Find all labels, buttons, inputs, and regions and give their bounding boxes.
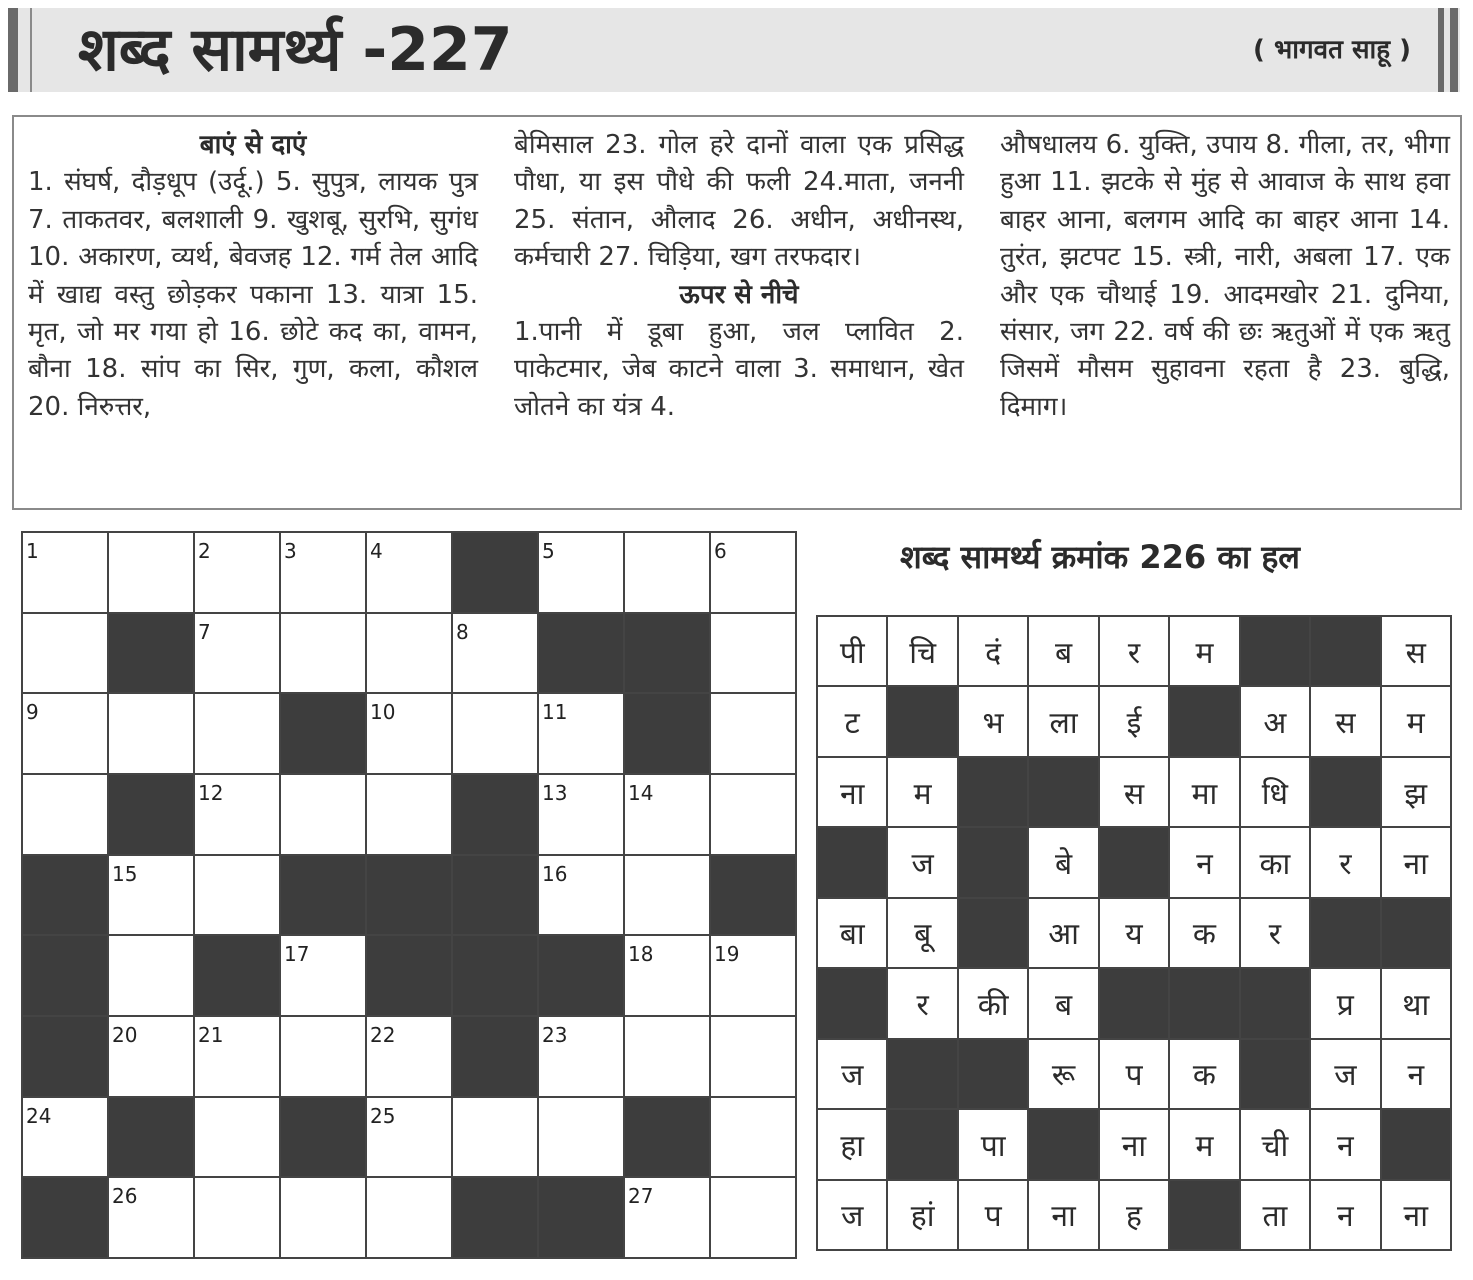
solution-cell: म	[1170, 1110, 1238, 1178]
solution-cell: ट	[818, 687, 886, 755]
grid-cell[interactable]	[109, 1017, 193, 1096]
solution-cell: बे	[1029, 828, 1097, 896]
solution-cell-black	[1241, 617, 1309, 685]
page-title: शब्द सामर्थ्य -227	[78, 15, 513, 85]
grid-cell-black	[23, 936, 107, 1015]
solution-cell-black	[1170, 969, 1238, 1037]
grid-cell[interactable]	[711, 1017, 795, 1096]
clue-number: 5	[542, 539, 555, 563]
grid-cell[interactable]	[625, 936, 709, 1015]
grid-cell[interactable]	[281, 614, 365, 693]
clue-number: 1	[26, 539, 39, 563]
grid-cell[interactable]	[367, 614, 451, 693]
grid-cell-black	[453, 1017, 537, 1096]
clue-number: 26	[112, 1184, 138, 1209]
crossword-grid	[21, 531, 797, 1259]
grid-cell[interactable]	[109, 694, 193, 773]
clue-number: 16	[542, 861, 568, 886]
clues-column-1	[28, 127, 478, 426]
solution-cell: ना	[1382, 1181, 1450, 1249]
grid-cell[interactable]	[23, 775, 107, 854]
solution-cell: दं	[959, 617, 1027, 685]
grid-cell[interactable]	[539, 775, 623, 854]
grid-cell[interactable]	[23, 1098, 107, 1177]
solution-cell: ला	[1029, 687, 1097, 755]
solution-cell: स	[1382, 617, 1450, 685]
solution-cell: र	[1241, 899, 1309, 967]
clue-number: 3	[284, 539, 297, 563]
solution-cell-black	[1382, 899, 1450, 967]
grid-cell-black	[195, 936, 279, 1015]
solution-cell: ब	[1029, 969, 1097, 1037]
solution-cell-black	[959, 828, 1027, 896]
solution-cell: ज	[1311, 1040, 1379, 1108]
grid-cell[interactable]	[711, 936, 795, 1015]
solution-cell: झ	[1382, 758, 1450, 826]
clue-number: 11	[542, 700, 568, 725]
grid-cell[interactable]	[109, 936, 193, 1015]
clue-number: 23	[542, 1022, 568, 1047]
solution-cell-black	[1029, 1110, 1097, 1178]
grid-cell[interactable]	[367, 694, 451, 773]
solution-cell: चि	[888, 617, 956, 685]
solution-cell: धि	[1241, 758, 1309, 826]
solution-cell: रू	[1029, 1040, 1097, 1108]
grid-cell[interactable]	[453, 694, 537, 773]
solution-cell: ना	[1100, 1110, 1168, 1178]
solution-cell-black	[818, 828, 886, 896]
grid-cell[interactable]	[453, 1098, 537, 1177]
clue-number: 4	[370, 539, 383, 563]
solution-cell-black	[959, 899, 1027, 967]
solution-cell-black	[1170, 687, 1238, 755]
grid-cell[interactable]	[711, 694, 795, 773]
solution-cell: न	[1170, 828, 1238, 896]
grid-cell[interactable]	[711, 1098, 795, 1177]
clue-number: 15	[112, 861, 138, 886]
grid-cell-black	[453, 533, 537, 612]
grid-cell-black	[281, 694, 365, 773]
down-clues-part-1: 1.पानी में डूबा हुआ, जल प्लावित 2. पाकेटमार, जेब काटने वाला 3. समाधान, खेत जोतने का यंत्र 4.	[514, 317, 964, 422]
grid-cell[interactable]	[281, 1017, 365, 1096]
grid-cell-black	[539, 1178, 623, 1257]
solution-cell: था	[1382, 969, 1450, 1037]
grid-cell[interactable]	[539, 856, 623, 935]
solution-cell: र	[1311, 828, 1379, 896]
clue-number: 22	[370, 1022, 396, 1047]
solution-title: शब्द सामर्थ्य क्रमांक 226 का हल	[900, 538, 1301, 576]
grid-cell[interactable]	[625, 1017, 709, 1096]
across-heading: बाएं से दाएं	[199, 130, 307, 160]
solution-cell: ना	[1029, 1181, 1097, 1249]
grid-cell[interactable]	[109, 856, 193, 935]
clue-number: 25	[370, 1103, 396, 1128]
grid-cell[interactable]	[195, 856, 279, 935]
header-right-bar-outer	[1450, 8, 1458, 92]
solution-cell-black	[1241, 1040, 1309, 1108]
grid-cell[interactable]	[711, 533, 795, 612]
grid-cell[interactable]	[281, 533, 365, 612]
solution-cell: प्र	[1311, 969, 1379, 1037]
clue-number: 27	[628, 1184, 654, 1209]
solution-cell: क	[1170, 899, 1238, 967]
solution-cell-black	[888, 687, 956, 755]
solution-cell: ज	[818, 1181, 886, 1249]
solution-cell-black	[1311, 899, 1379, 967]
grid-cell[interactable]	[195, 694, 279, 773]
grid-cell[interactable]	[23, 614, 107, 693]
solution-cell: र	[888, 969, 956, 1037]
grid-cell[interactable]	[195, 1017, 279, 1096]
solution-cell: प	[959, 1181, 1027, 1249]
solution-cell: ज	[888, 828, 956, 896]
across-clues-part-1: 1. संघर्ष, दौड़धूप (उर्दू.) 5. सुपुत्र, लायक पुत्र 7. ताकतवर, बलशाली 9. खुशबू, सुरभि, सुगंध 10. अकारण, व्यर्थ, बेवजह 12. गर्म तेल आदि में खाद्य वस्तु छोड़कर पकाना 13. यात्रा 15. मृत, जो मर गया हो 16. छोटे कद का, वामन, बौना 18. सांप का सिर, गुण, कला, कौशल 20. निरुत्तर,	[28, 167, 478, 422]
solution-cell-black	[888, 1110, 956, 1178]
solution-cell-black	[1100, 969, 1168, 1037]
grid-cell-black	[367, 936, 451, 1015]
solution-cell-black	[1100, 828, 1168, 896]
grid-cell-black	[625, 1098, 709, 1177]
clue-number: 12	[198, 780, 224, 805]
clue-number: 10	[370, 700, 396, 725]
grid-cell[interactable]	[539, 694, 623, 773]
solution-grid	[816, 615, 1452, 1251]
grid-cell[interactable]	[367, 1178, 451, 1257]
solution-cell: ना	[1382, 828, 1450, 896]
clue-number: 14	[628, 780, 654, 805]
clue-number: 9	[26, 700, 39, 725]
solution-cell: न	[1382, 1040, 1450, 1108]
solution-cell: भ	[959, 687, 1027, 755]
grid-cell[interactable]	[539, 1098, 623, 1177]
clue-number: 6	[714, 539, 727, 563]
header-left-bar	[8, 8, 18, 92]
solution-cell: ह	[1100, 1181, 1168, 1249]
grid-cell[interactable]	[625, 856, 709, 935]
grid-cell[interactable]	[367, 1098, 451, 1177]
solution-cell: न	[1311, 1110, 1379, 1178]
solution-cell: पा	[959, 1110, 1027, 1178]
solution-cell: हां	[888, 1181, 956, 1249]
solution-cell: न	[1311, 1181, 1379, 1249]
solution-cell-black	[1311, 617, 1379, 685]
solution-cell: स	[1100, 758, 1168, 826]
grid-cell[interactable]	[195, 1098, 279, 1177]
solution-cell: हा	[818, 1110, 886, 1178]
grid-cell-black	[23, 1178, 107, 1257]
solution-cell-black	[1382, 1110, 1450, 1178]
solution-cell: मा	[1170, 758, 1238, 826]
grid-cell-black	[23, 1017, 107, 1096]
solution-cell: ता	[1241, 1181, 1309, 1249]
grid-cell[interactable]	[625, 775, 709, 854]
grid-cell-black	[539, 936, 623, 1015]
grid-cell[interactable]	[539, 533, 623, 612]
grid-cell[interactable]	[281, 1178, 365, 1257]
grid-cell[interactable]	[367, 775, 451, 854]
solution-cell: आ	[1029, 899, 1097, 967]
grid-cell-black	[109, 1098, 193, 1177]
grid-cell-black	[453, 856, 537, 935]
grid-cell[interactable]	[625, 533, 709, 612]
grid-cell[interactable]	[195, 775, 279, 854]
grid-cell-black	[281, 856, 365, 935]
clue-number: 2	[198, 539, 211, 563]
grid-cell[interactable]	[281, 775, 365, 854]
grid-cell-black	[453, 936, 537, 1015]
header-right-bar	[1438, 8, 1444, 92]
grid-cell-black	[625, 614, 709, 693]
grid-cell-black	[109, 614, 193, 693]
grid-cell-black	[625, 694, 709, 773]
grid-cell[interactable]	[711, 775, 795, 854]
grid-cell[interactable]	[109, 533, 193, 612]
grid-cell-black	[367, 856, 451, 935]
clue-number: 21	[198, 1022, 224, 1047]
clue-number: 13	[542, 780, 568, 805]
solution-cell: ची	[1241, 1110, 1309, 1178]
grid-cell[interactable]	[367, 533, 451, 612]
author-credit: ( भागवत साहू )	[1253, 35, 1411, 65]
solution-cell: क	[1170, 1040, 1238, 1108]
solution-cell: म	[1170, 617, 1238, 685]
across-clues-part-2: बेमिसाल 23. गोल हरे दानों वाला एक प्रसिद्ध पौधा, या इस पौधे की फली 24.माता, जननी 25. संतान, औलाद 26. अधीन, अधीनस्थ, कर्मचारी 27. चिड़िया, खग तरफदार।	[514, 130, 964, 273]
grid-cell[interactable]	[23, 694, 107, 773]
grid-cell[interactable]	[195, 1178, 279, 1257]
grid-cell[interactable]	[711, 614, 795, 693]
solution-cell: य	[1100, 899, 1168, 967]
grid-cell[interactable]	[195, 533, 279, 612]
solution-cell-black	[1311, 758, 1379, 826]
grid-cell-black	[453, 775, 537, 854]
solution-cell-black	[1170, 1181, 1238, 1249]
solution-cell: बू	[888, 899, 956, 967]
header-left-rule	[30, 8, 32, 92]
grid-cell[interactable]	[453, 614, 537, 693]
solution-cell-black	[1241, 969, 1309, 1037]
solution-cell: म	[1382, 687, 1450, 755]
solution-cell: का	[1241, 828, 1309, 896]
solution-cell: ज	[818, 1040, 886, 1108]
solution-cell: बा	[818, 899, 886, 967]
solution-cell: र	[1100, 617, 1168, 685]
solution-cell-black	[818, 969, 886, 1037]
grid-cell[interactable]	[711, 1178, 795, 1257]
grid-cell-black	[453, 1178, 537, 1257]
grid-cell-black	[281, 1098, 365, 1177]
grid-cell[interactable]	[109, 1178, 193, 1257]
clue-number: 20	[112, 1022, 138, 1047]
grid-cell[interactable]	[625, 1178, 709, 1257]
solution-cell-black	[1029, 758, 1097, 826]
solution-cell: प	[1100, 1040, 1168, 1108]
down-clues-part-2: औषधालय 6. युक्ति, उपाय 8. गीला, तर, भीगा हुआ 11. झटके से मुंह से आवाज के साथ हवा बाहर आना, बलगम आदि का बाहर आना 14. तुरंत, झटपट 15. स्त्री, नारी, अबला 17. एक और एक चौथाई 19. आदमखोर 21. दुनिया, संसार, जग 22. वर्ष की छः ऋतुओं में एक ऋतु जिसमें मौसम सुहावना रहता है 23. बुद्धि, दिमाग।	[1000, 130, 1450, 422]
grid-cell[interactable]	[367, 1017, 451, 1096]
solution-cell: अ	[1241, 687, 1309, 755]
grid-cell[interactable]	[23, 533, 107, 612]
solution-cell: पी	[818, 617, 886, 685]
clue-number: 18	[628, 942, 654, 967]
clue-number: 7	[198, 619, 211, 644]
clue-number: 24	[26, 1103, 52, 1128]
solution-cell: स	[1311, 687, 1379, 755]
clue-number: 8	[456, 619, 469, 644]
grid-cell[interactable]	[195, 614, 279, 693]
solution-cell: ना	[818, 758, 886, 826]
clue-number: 17	[284, 942, 310, 967]
solution-cell: म	[888, 758, 956, 826]
down-heading: ऊपर से नीचे	[679, 279, 799, 310]
clues-column-3	[1000, 127, 1450, 426]
grid-cell-black	[711, 856, 795, 935]
solution-cell-black	[959, 758, 1027, 826]
grid-cell-black	[109, 775, 193, 854]
clues-column-2	[514, 127, 964, 426]
grid-cell-black	[539, 614, 623, 693]
solution-cell: की	[959, 969, 1027, 1037]
solution-cell-black	[888, 1040, 956, 1108]
clues-box	[12, 115, 1462, 510]
grid-cell-black	[23, 856, 107, 935]
clue-number: 19	[714, 942, 740, 967]
grid-cell[interactable]	[539, 1017, 623, 1096]
solution-cell: ब	[1029, 617, 1097, 685]
solution-cell: ई	[1100, 687, 1168, 755]
solution-cell-black	[959, 1040, 1027, 1108]
grid-cell[interactable]	[281, 936, 365, 1015]
